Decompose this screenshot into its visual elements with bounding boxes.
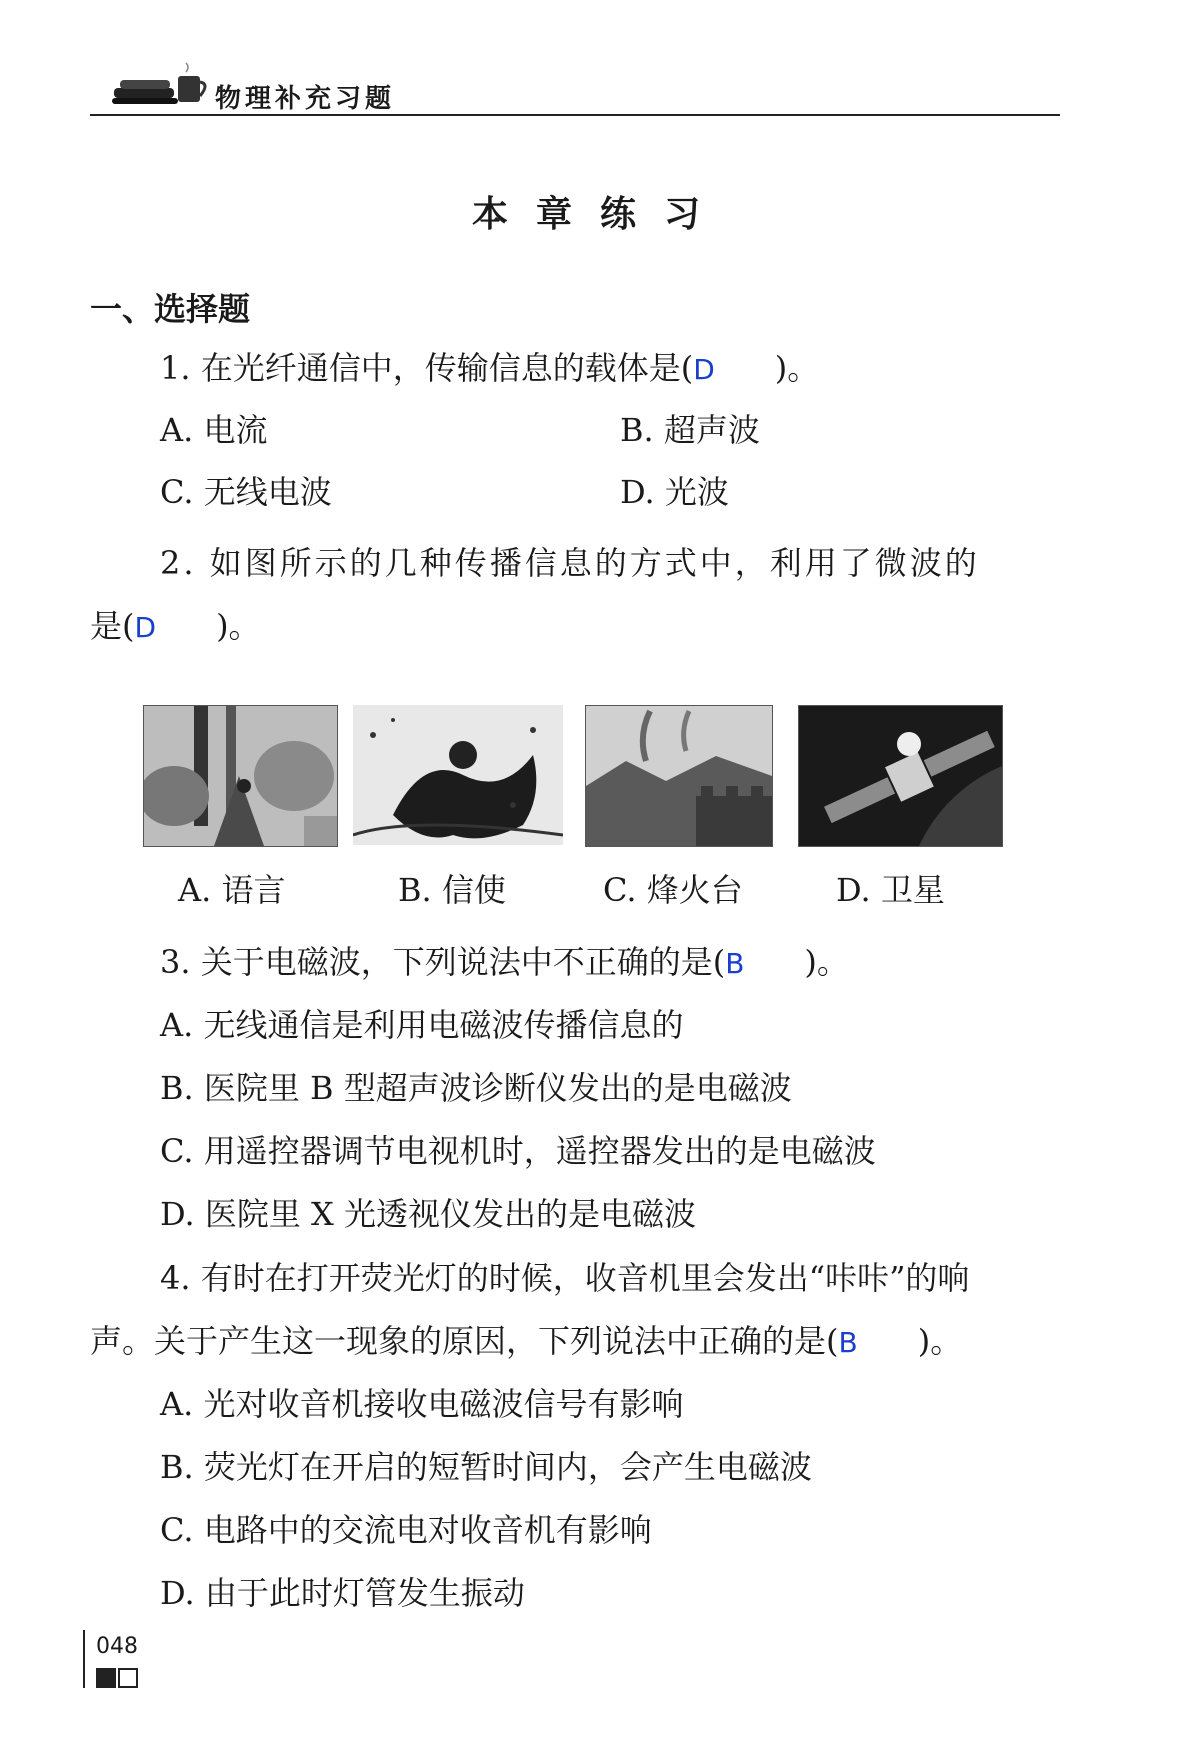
header-rule — [90, 114, 1060, 116]
satellite-illustration — [798, 705, 1003, 847]
page-header — [90, 48, 1060, 118]
caption-c: C. 烽火台 — [603, 871, 743, 909]
question-3-option-d: D. 医院里 X 光透视仪发出的是电磁波 — [160, 1195, 696, 1233]
question-4-stem-line-2 — [90, 1321, 962, 1363]
section-title: 一、选择题 — [90, 290, 251, 328]
question-3-stem — [160, 942, 849, 984]
question-close: )。 — [804, 943, 849, 981]
question-3-option-c: C. 用遥控器调节电视机时，遥控器发出的是电磁波 — [160, 1132, 876, 1170]
question-close: )。 — [917, 1322, 963, 1360]
question-4-option-c: C. 电路中的交流电对收音机有影响 — [160, 1511, 652, 1549]
question-1-option-c: C. 无线电波 — [160, 473, 332, 511]
question-1-option-a: A. 电流 — [160, 411, 268, 449]
beacon-tower-illustration — [585, 705, 773, 847]
question-4-option-a: A. 光对收音机接收电磁波信号有影响 — [160, 1385, 684, 1423]
question-text: 是( — [90, 607, 135, 645]
question-3-option-b: B. 医院里 B 型超声波诊断仪发出的是电磁波 — [160, 1069, 792, 1107]
question-text: 3. 关于电磁波，下列说法中不正确的是( — [160, 943, 726, 981]
caption-b: B. 信使 — [398, 871, 506, 909]
empty-square-mark — [118, 1668, 138, 1688]
question-4-stem-line-1: 4. 有时在打开荧光灯的时候，收音机里会发出“咔咔”的响 — [160, 1259, 970, 1297]
question-4-option-b: B. 荧光灯在开启的短暂时间内，会产生电磁波 — [160, 1448, 812, 1486]
question-2-stem-line-1: 2. 如图所示的几种传播信息的方式中，利用了微波的 — [160, 544, 980, 582]
handwritten-answer: D — [134, 611, 157, 644]
chapter-title: 本章练习 — [471, 194, 728, 235]
question-3-option-a: A. 无线通信是利用电磁波传播信息的 — [160, 1006, 684, 1044]
language-illustration — [143, 705, 338, 847]
page-number: 048 — [96, 1634, 138, 1659]
question-4-option-d: D. 由于此时灯管发生振动 — [160, 1574, 525, 1612]
question-close: )。 — [216, 607, 261, 645]
question-2-stem-line-2 — [90, 606, 261, 648]
question-1-stem — [160, 348, 819, 390]
books-and-mug-logo — [112, 62, 222, 110]
question-1-option-b: B. 超声波 — [620, 411, 760, 449]
book-title: 物理补充习题 — [215, 84, 396, 114]
handwritten-answer: B — [725, 947, 745, 980]
question-1-option-d: D. 光波 — [620, 473, 729, 511]
handwritten-answer: B — [838, 1326, 858, 1359]
caption-d: D. 卫星 — [836, 871, 945, 909]
messenger-illustration — [353, 705, 563, 845]
question-close: )。 — [774, 349, 820, 387]
question-text: 声。关于产生这一现象的原因，下列说法中正确的是( — [90, 1322, 839, 1360]
question-text: 1. 在光纤通信中，传输信息的载体是( — [160, 349, 694, 387]
handwritten-answer: D — [693, 353, 715, 386]
caption-a: A. 语言 — [178, 871, 286, 909]
footer-rule — [83, 1630, 85, 1688]
filled-square-mark — [96, 1668, 116, 1688]
